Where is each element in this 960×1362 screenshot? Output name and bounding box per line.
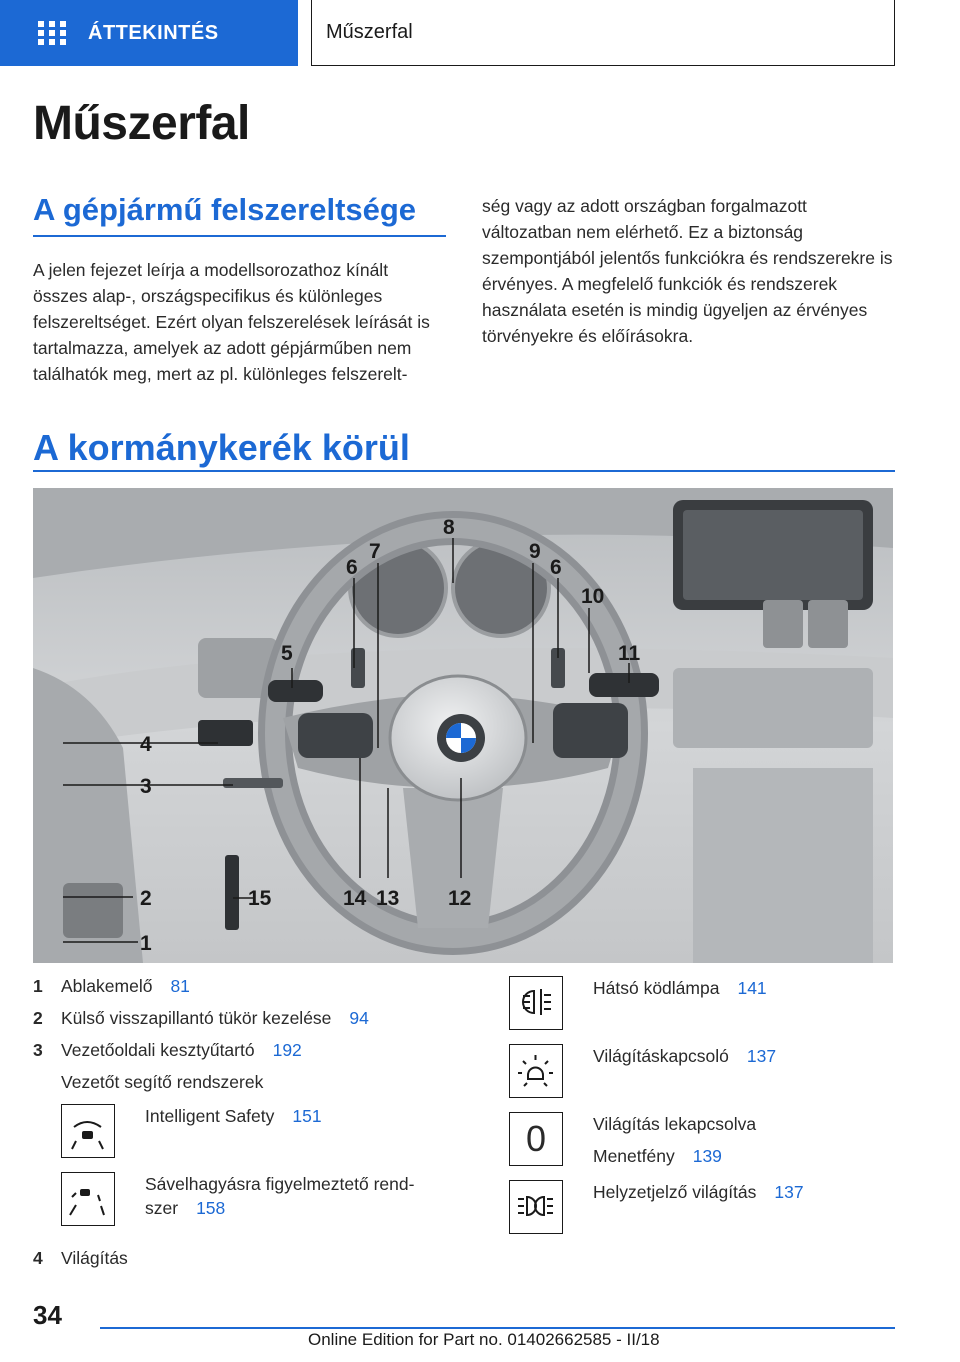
callout-7: 7: [369, 540, 381, 563]
tab-current-label: Műszerfal: [326, 21, 413, 43]
tab-overview-label: ÁTTEKINTÉS: [88, 21, 219, 44]
light-switch-icon: [509, 1044, 563, 1098]
page-link[interactable]: 81: [170, 976, 190, 996]
item-label: Ablakemelő: [61, 976, 153, 996]
cockpit-illustration: [33, 488, 893, 963]
body-text-column-1: A jelen fejezet leírja a modellsorozathoz kínált összes alap-, országspecifikus és különleges felszereltséget. Ezért olyan felszerelések leírását is tartalmazza, amelyek az adott gépjárműben nem találhatók meg, mert az pl. különleges felszerelt-: [33, 260, 430, 384]
grid-menu-icon: [38, 21, 66, 45]
page-number: 34: [33, 1300, 62, 1330]
list-item-cont: [145, 1198, 225, 1219]
item-label: Menetfény: [593, 1146, 675, 1166]
list-item: [593, 1114, 756, 1135]
lights-off-icon: [509, 1112, 563, 1166]
callout-6-right: 6: [550, 556, 562, 579]
page-link[interactable]: 137: [746, 1046, 777, 1066]
top-navigation: [0, 0, 960, 66]
list-item: [145, 1174, 414, 1195]
callout-1: 1: [140, 932, 152, 955]
callout-12: 12: [448, 887, 472, 910]
intelligent-safety-icon: [61, 1104, 115, 1158]
callout-15: 15: [248, 887, 272, 910]
body-text-column-2: ség vagy az adott országban forgalmazott változatban nem elérhető. Ez a biztonság szempontjából jelentős funkciókra és rendszerekre is érvényes. A megfelelő funkciók és rendszerek használata esetén is mindig ügyeljen az érvényes törvényekre és előírásokra.: [482, 196, 893, 346]
callout-5: 5: [281, 642, 293, 665]
list-item: [145, 1106, 322, 1127]
callout-8: 8: [443, 516, 455, 539]
callout-6-left: 6: [346, 556, 358, 579]
lights-off-glyph: 0: [525, 1118, 547, 1159]
parking-lights-icon: [509, 1180, 563, 1234]
callout-14: 14: [343, 887, 367, 910]
item-label: Vezetőoldali kesztyűtartó: [61, 1040, 255, 1060]
list-subheading: Vezetőt segítő rendszerek: [61, 1072, 264, 1092]
tab-current-section[interactable]: [311, 0, 895, 66]
rear-fog-light-icon: [509, 976, 563, 1030]
page-link[interactable]: 139: [692, 1146, 722, 1166]
legend-list-right: [509, 976, 895, 1246]
item-label: Világításkapcsoló: [593, 1046, 729, 1066]
callout-11: 11: [618, 642, 641, 665]
page-link[interactable]: 158: [196, 1198, 226, 1218]
page-link[interactable]: 141: [737, 978, 767, 998]
tab-overview[interactable]: [0, 0, 298, 66]
list-item: [593, 1182, 804, 1203]
callout-13: 13: [376, 887, 400, 910]
callout-9: 9: [529, 540, 541, 563]
item-label: Külső visszapillantó tükör kezelése: [61, 1008, 332, 1028]
section-title-steering-wheel: A kormánykerék körül: [33, 427, 410, 468]
item-label: szer: [145, 1198, 179, 1218]
item-label: Helyzetjelző világítás: [593, 1182, 757, 1202]
legend-list-left: [33, 976, 453, 1276]
section-divider: [33, 235, 446, 237]
section-title-equipment: A gépjármű felszereltsége: [33, 192, 417, 227]
callout-4: 4: [140, 733, 152, 756]
list-item: [593, 978, 767, 999]
callout-3: 3: [140, 775, 152, 798]
page-link[interactable]: 151: [292, 1106, 322, 1126]
item-label: Sávelhagyásra figyelmeztető rend-: [145, 1174, 415, 1194]
callout-10: 10: [581, 585, 605, 608]
item-number: 3: [33, 1040, 43, 1060]
list-item: [33, 1248, 128, 1269]
list-item: [593, 1046, 776, 1067]
footer-divider: [100, 1327, 895, 1329]
cockpit-drawing: [33, 488, 893, 963]
section-divider: [33, 470, 895, 472]
page-link[interactable]: 94: [349, 1008, 369, 1028]
item-label: Világítás lekapcsolva: [593, 1114, 757, 1134]
item-label: Hátsó ködlámpa: [593, 978, 720, 998]
list-item: [33, 1008, 369, 1029]
list-item: [593, 1146, 722, 1167]
lane-departure-icon: [61, 1172, 115, 1226]
page-link[interactable]: 192: [272, 1040, 302, 1060]
item-number: 2: [33, 1008, 43, 1028]
item-label: Világítás: [61, 1248, 128, 1268]
page-link[interactable]: 137: [774, 1182, 804, 1202]
list-item: [33, 1040, 302, 1061]
item-number: 1: [33, 976, 43, 996]
callout-2: 2: [140, 887, 152, 910]
item-number: 4: [33, 1248, 43, 1268]
list-item: [33, 976, 190, 997]
item-label: Intelligent Safety: [145, 1106, 275, 1126]
page-title: Műszerfal: [33, 97, 250, 150]
footer-edition: Online Edition for Part no. 01402662585 - II/18: [308, 1330, 660, 1349]
